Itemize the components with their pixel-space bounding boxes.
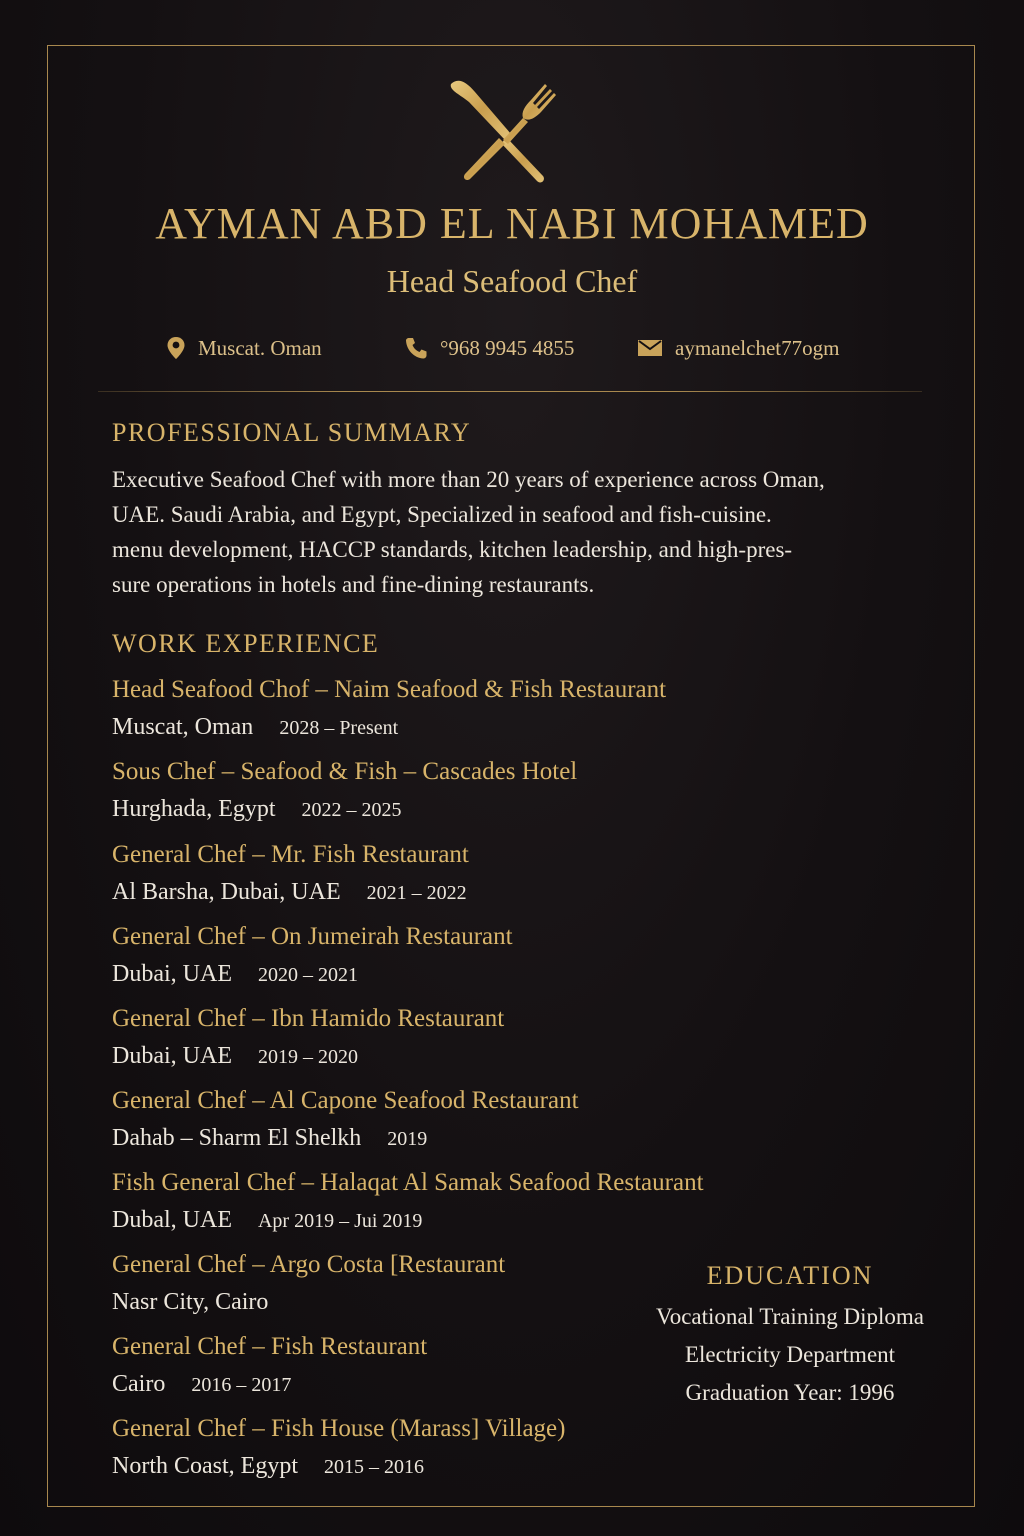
job-entry [112,754,812,828]
job-entry-location: Dubai, UAE [112,961,232,987]
job-entry-location: Nasr City, Cairo [112,1289,269,1315]
job-entry-meta [112,1119,812,1157]
job-entry-location: Cairo [112,1371,166,1397]
job-entry-dates: Apr 2019 – Jui 2019 [257,1210,423,1232]
job-entry-location: Dahab – Sharm El Shelkh [112,1125,362,1151]
job-entry-title: General Chef – Argo Costa [Restaurant [112,1251,506,1278]
job-entry-title: Head Seafood Chof – Naim Seafood & Fish Restaurant [112,676,667,703]
email-text: aymanelchet77ogm [675,335,840,360]
location-pin-icon [166,336,186,360]
location-text: Muscat. Oman [198,335,322,360]
summary-line: menu development, HACCP standards, kitchen leadership, and high-pres- [112,537,793,562]
contact-phone [404,333,574,363]
job-entry-dates: 2020 – 2021 [257,964,358,986]
contact-location [166,333,322,363]
job-entry-location: Dubal, UAE [112,1207,232,1233]
experience-heading: WORK EXPERIENCE [112,629,380,658]
job-entry-location: Muscat, Oman [112,714,254,740]
job-entry-location: Al Barsha, Dubai, UAE [112,879,341,905]
job-entry [112,1411,812,1485]
job-entry-title: General Chef – Fish House (Marass] Village) [112,1415,566,1442]
job-entry-meta [112,790,812,828]
job-entry-dates: 2028 – Present [279,717,399,739]
job-entry-title: Sous Chef – Seafood & Fish – Cascades Hotel [112,758,578,785]
summary-line: Executive Seafood Chef with more than 20 years of experience across Oman, [112,467,825,492]
job-entry [112,1165,812,1239]
job-entry-dates: 2019 – 2020 [257,1046,358,1068]
job-entry-dates: 2016 – 2017 [191,1374,292,1396]
job-entry-meta [112,708,812,746]
job-entry-title: General Chef – On Jumeirah Restaurant [112,923,513,950]
job-entry-meta [112,1201,812,1239]
job-entry-meta [112,873,812,911]
envelope-icon [637,338,663,358]
summary-line: UAE. Saudi Arabia, and Egypt, Specialized in seafood and fish-cuisine. [112,502,772,527]
summary-text [112,462,922,602]
job-entry-meta [112,955,812,993]
job-entry-dates: 2022 – 2025 [301,799,402,821]
job-entry [112,1083,812,1157]
summary-line: sure operations in hotels and fine-dining restaurants. [112,572,595,597]
phone-text: °968 9945 4855 [440,335,575,360]
education-diploma: Vocational Training Diploma [656,1304,924,1329]
job-entry-meta [112,1037,812,1075]
job-entry-location: North Coast, Egypt [112,1453,298,1479]
job-entry-title: Fish General Chef – Halaqat Al Samak Seafood Restaurant [112,1169,704,1196]
education-department: Electricity Department [684,1342,896,1367]
education-graduation-year: Graduation Year: 1996 [685,1380,895,1405]
header-divider [98,391,922,392]
job-entry-title: General Chef – Fish Restaurant [112,1333,428,1360]
job-entry-title: General Chef – Ibn Hamido Restaurant [112,1005,505,1032]
job-entry-title: General Chef – Al Capone Seafood Restaurant [112,1087,579,1114]
education-section [620,1256,960,1412]
job-entry-location: Dubai, UAE [112,1043,232,1069]
job-entry [112,672,812,746]
job-title: Head Seafood Chef [386,263,638,299]
candidate-name: AYMAN ABD EL NABI MOHAMED [155,199,869,248]
phone-icon [404,336,428,360]
job-entry-title: General Chef – Mr. Fish Restaurant [112,841,469,868]
job-entry-meta [112,1447,812,1485]
job-entry [112,919,812,993]
summary-heading: PROFESSIONAL SUMMARY [112,418,472,447]
job-entry-dates: 2019 [387,1128,428,1150]
contact-email [637,333,839,363]
crossed-knife-fork-icon [445,76,565,186]
education-heading: EDUCATION [706,1261,874,1290]
job-entry-dates: 2021 – 2022 [366,882,467,904]
job-entry [112,837,812,911]
job-entry-dates: 2015 – 2016 [324,1456,424,1478]
job-entry-location: Hurghada, Egypt [112,796,276,822]
job-entry [112,1001,812,1075]
